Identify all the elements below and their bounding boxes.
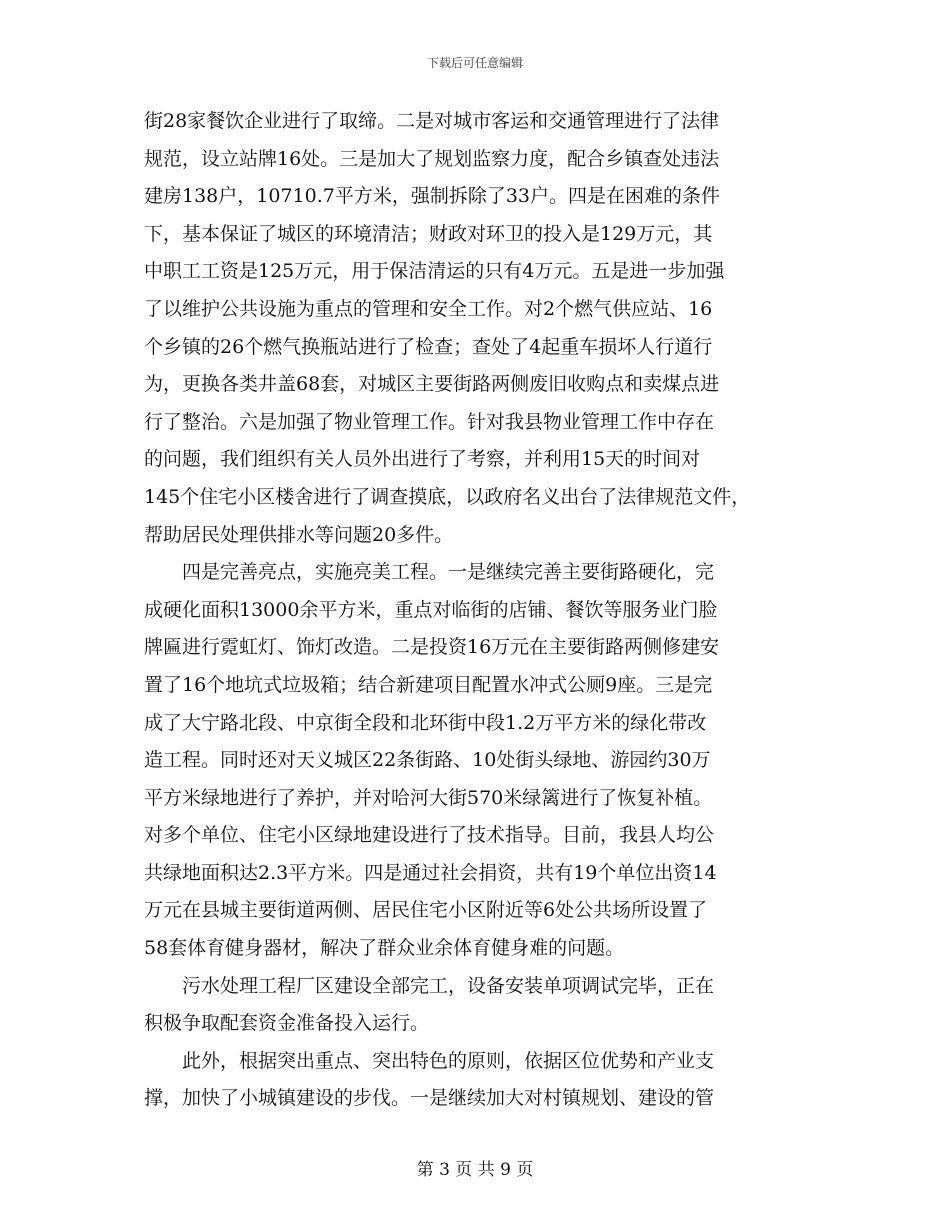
text-line: 了以维护公共设施为重点的管理和安全工作。对2个燃气供应站、16 [144,297,713,320]
text-line: 的问题，我们组织有关人员外出进行了考察，并利用15天的时间对 [144,448,701,471]
text-line: 145个住宅小区楼舍进行了调查摸底，以政府名义出台了法律规范文件， [144,485,751,508]
text-line: 帮助居民处理供排水等问题20多件。 [144,523,454,546]
text-line: 置了16个地坑式垃圾箱；结合新建项目配置水冲式公厕9座。三是完 [144,673,713,696]
text-line: 街28家餐饮企业进行了取缔。二是对城市客运和交通管理进行了法律 [144,110,720,132]
text-line: 撑，加快了小城镇建设的步伐。一是继续加大对村镇规划、建设的管 [144,1087,715,1110]
document-body [144,103,814,1118]
text-line: 平方米绿地进行了养护，并对哈河大街570米绿篱进行了恢复补植。 [144,786,713,809]
text-line: 个乡镇的26个燃气换瓶站进行了检查；查处了4起重车损坏人行道行 [144,335,713,358]
page-header: 下载后可任意编辑 [426,56,523,70]
text-line: 对多个单位、住宅小区绿地建设进行了技术指导。目前，我县人均公 [144,824,715,847]
text-line: 万元在县城主要街道两侧、居民住宅小区附近等6处公共场所设置了 [144,899,708,922]
text-line: 四是完善亮点，实施亮美工程。一是继续完善主要街路硬化，完 [144,561,715,584]
text-line: 建房138户，10710.7平方米，强制拆除了33户。四是在困难的条件 [144,185,721,208]
text-line: 污水处理工程厂区建设全部完工，设备安装单项调试完毕，正在 [144,974,715,997]
text-line: 成了大宁路北段、中京街全段和北环街中段1.2万平方米的绿化带改 [144,711,707,734]
text-line: 牌匾进行霓虹灯、饰灯改造。二是投资16万元在主要街路两侧修建安 [144,636,720,659]
text-line: 积极争取配套资金准备投入运行。 [144,1012,430,1035]
text-line: 58套体育健身器材，解决了群众业余体育健身难的问题。 [144,937,625,960]
text-line: 成硬化面积13000余平方米，重点对临街的店铺、餐饮等服务业门脸 [144,598,718,621]
text-line: 中职工工资是125万元，用于保洁清运的只有4万元。五是进一步加强 [144,260,725,283]
text-line: 共绿地面积达2.3平方米。四是通过社会捐资，共有19个单位出资14 [144,861,717,884]
text-line: 行了整治。六是加强了物业管理工作。针对我县物业管理工作中存在 [144,410,715,433]
text-line: 规范，设立站牌16处。三是加大了规划监察力度，配合乡镇查处违法 [144,147,720,170]
text-line: 下，基本保证了城区的环境清洁；财政对环卫的投入是129万元，其 [144,222,713,245]
page-footer: 第 3 页 共 9 页 [416,1160,534,1180]
text-line: 为，更换各类井盖68套，对城区主要街路两侧废旧收购点和卖煤点进 [144,373,720,396]
text-line: 造工程。同时还对天义城区22条街路、10处街头绿地、游园约30万 [144,749,711,772]
text-line: 此外，根据突出重点、突出特色的原则，依据区位优势和产业支 [144,1049,715,1072]
